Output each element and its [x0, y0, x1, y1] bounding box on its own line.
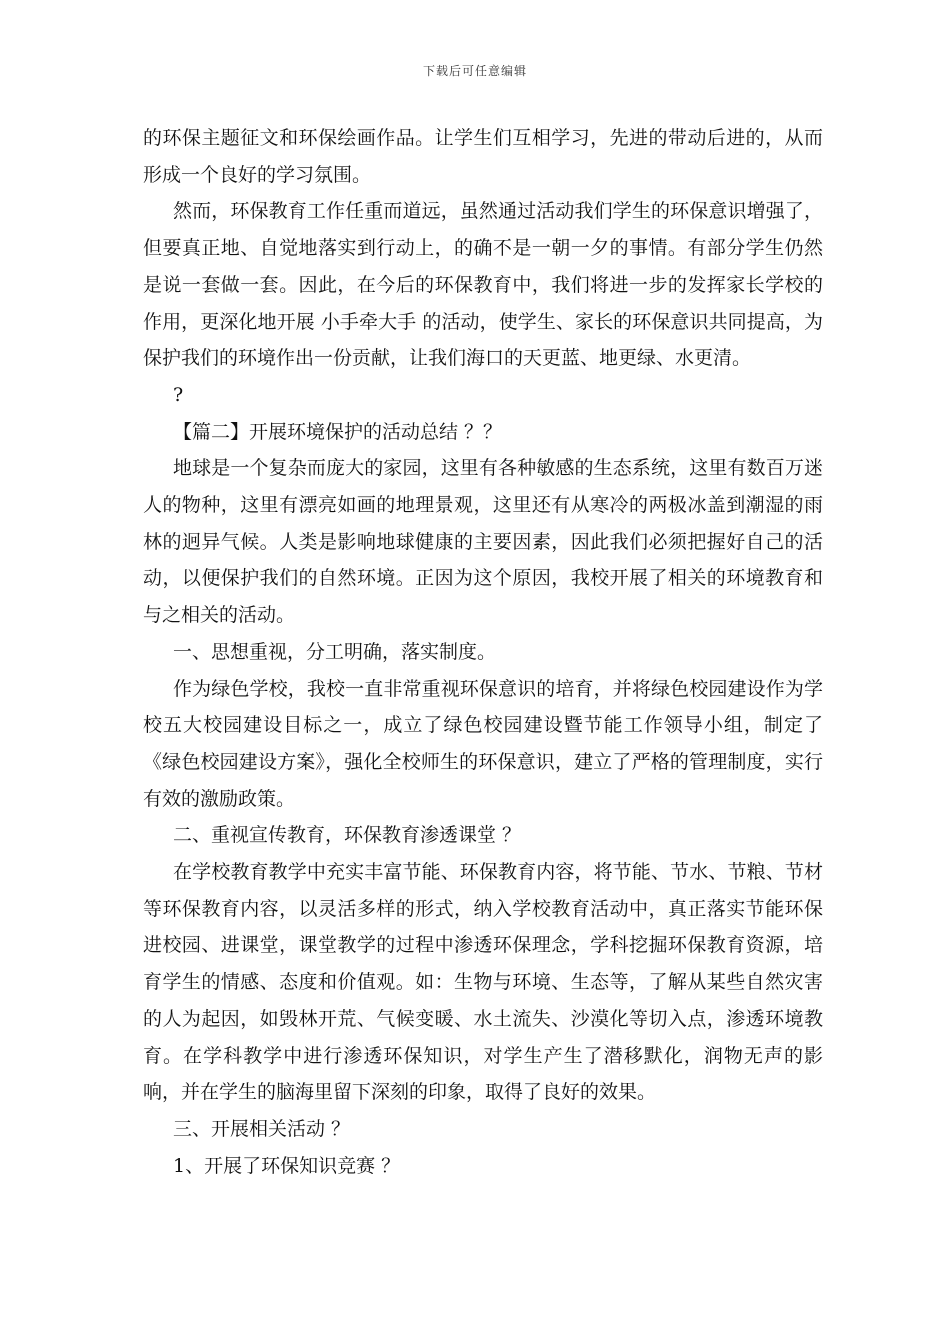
section-heading: 二、重视宣传教育，环保教育渗透课堂 ？: [173, 824, 522, 847]
paragraph: 地球是一个复杂而庞大的家园，这里有各种敏感的生态系统，这里有数百万迷人的物种，这里有漂亮如画的地理景观，这里还有从寒冷的两极冰盖到潮湿的雨林的迥异气候。人类是影响地球健康的主要因素，因此我们必须把握好自己的活动，以便保护我们的自然环境。正因为这个原因，我校开展了相关的环境教育和与之相关的活动。: [143, 457, 823, 627]
section-heading: 三、开展相关活动 ？: [173, 1117, 351, 1140]
paragraph: 作为绿色学校，我校一直非常重视环保意识的培育，并将绿色校园建设作为学校五大校园建设目标之一，成立了绿色校园建设暨节能工作领导小组，制定了《绿色校园建设方案》，强化全校师生的环保意识，建立了严格的管理制度，实行有效的激励政策。: [143, 677, 823, 810]
paragraph: ?: [173, 383, 184, 406]
section-heading: 【篇二】开展环境保护的活动总结 ？？: [173, 420, 503, 443]
paragraph: 的环保主题征文和环保绘画作品。让学生们互相学习，先进的带动后进的，从而形成一个良好的学习氛围。: [143, 127, 823, 186]
subsection-heading: 1、开展了环保知识竞赛 ？: [173, 1154, 401, 1177]
paragraph: 在学校教育教学中充实丰富节能、环保教育内容，将节能、节水、节粮、节材等环保教育内容，以灵活多样的形式，纳入学校教育活动中，真正落实节能环保进校园、进课堂，课堂教学的过程中渗透环保理念，学科挖掘环保教育资源，培育学生的情感、态度和价值观。如：生物与环境、生态等，了解从某些自然灾害的人为起因，如毁林开荒、气候变暖、水土流失、沙漠化等切入点，渗透环境教育。在学科教学中进行渗透环保知识，对学生产生了潜移默化，润物无声的影响，并在学生的脑海里留下深刻的印象，取得了良好的效果。: [143, 861, 823, 1104]
document-body: [143, 120, 823, 1184]
header-note: 下载后可任意编辑: [422, 64, 527, 78]
section-heading: 一、思想重视，分工明确，落实制度。: [173, 640, 497, 663]
paragraph: 然而，环保教育工作任重而道远，虽然通过活动我们学生的环保意识增强了，但要真正地、自觉地落实到行动上，的确不是一朝一夕的事情。有部分学生仍然是说一套做一套。因此，在今后的环保教育中，我们将进一步的发挥家长学校的作用，更深化地开展 小手牵大手 的活动，使学生、家长的环保意识共同提高，为保护我们的环境作出一份贡献，让我们海口的天更蓝、地更绿、水更清。: [143, 200, 823, 370]
